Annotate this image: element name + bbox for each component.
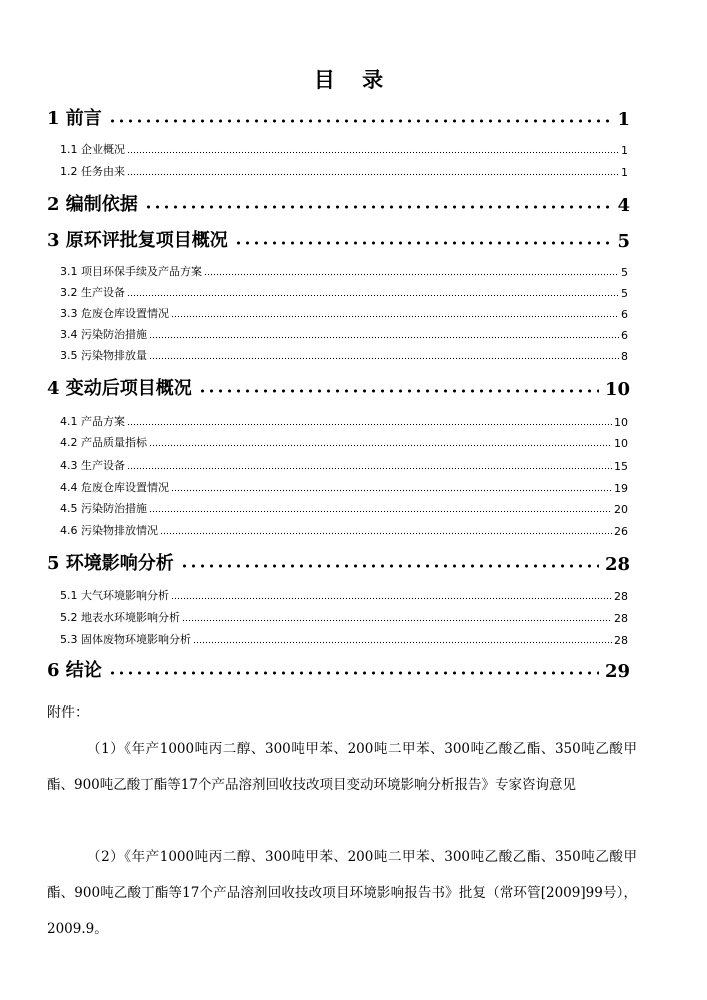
toc-dot-leader [149, 336, 619, 339]
toc-entry-label: 5.2 地表水环境影响分析 [60, 611, 180, 624]
toc-dot-leader [204, 273, 619, 276]
toc-entry-label: 3.1 项目环保手续及产品方案 [60, 265, 202, 278]
toc-entry-page-number: 28 [614, 612, 628, 625]
toc-entry-label: 4.2 产品质量指标 [60, 436, 147, 449]
toc-section-entry[interactable] [60, 521, 628, 538]
toc-entry-page-number: 26 [614, 525, 628, 538]
toc-section-entry[interactable] [60, 586, 628, 603]
toc-dot-leader [149, 444, 612, 447]
toc-section-entry[interactable] [60, 140, 628, 157]
toc-section-entry[interactable] [60, 433, 628, 450]
toc-section-entry[interactable] [60, 262, 628, 279]
toc-entry-page-number: 10 [614, 416, 628, 429]
toc-entry-page-number: 1 [621, 144, 628, 157]
toc-chapter-entry[interactable] [47, 226, 630, 252]
toc-chapter-entry[interactable] [47, 549, 630, 575]
toc-entry-label: 3 原环评批复项目概况 [47, 230, 228, 251]
toc-section-entry[interactable] [60, 630, 628, 647]
toc-entry-label: 3.2 生产设备 [60, 286, 125, 299]
toc-entry-page-number: 1 [621, 166, 628, 179]
toc-entry-label: 4.1 产品方案 [60, 415, 125, 428]
toc-entry-page-number: 4 [617, 195, 630, 216]
toc-dot-leader [171, 597, 612, 600]
toc-entry-label: 1.1 企业概况 [60, 143, 125, 156]
toc-chapter-entry[interactable] [47, 190, 630, 216]
toc-entry-page-number: 28 [614, 634, 628, 647]
toc-dot-leader [127, 423, 612, 426]
toc-section-entry[interactable] [60, 412, 628, 429]
toc-section-entry[interactable] [60, 325, 628, 342]
toc-entry-label: 4 变动后项目概况 [47, 378, 192, 399]
toc-section-entry[interactable] [60, 304, 628, 321]
toc-entry-page-number: 1 [617, 109, 630, 130]
toc-entry-label: 4.5 污染防治措施 [60, 502, 147, 515]
toc-section-entry[interactable] [60, 499, 628, 516]
toc-entry-label: 3.4 污染防治措施 [60, 328, 147, 341]
toc-dot-leader [180, 563, 599, 569]
toc-entry-page-number: 20 [614, 503, 628, 516]
toc-chapter-entry[interactable] [47, 104, 630, 130]
toc-dot-leader [198, 388, 599, 394]
toc-entry-label: 4.3 生产设备 [60, 459, 125, 472]
toc-section-entry[interactable] [60, 162, 628, 179]
toc-entry-page-number: 8 [621, 350, 628, 363]
attachment-item-1: （1）《年产1000吨丙二醇、300吨甲苯、200吨二甲苯、300吨乙酸乙酯、350吨乙酸甲酯、900吨乙酸丁酯等17个产品溶剂回收技改项目变动环境影响分析报告》专家咨询意见 [47, 741, 637, 793]
toc-dot-leader [144, 204, 612, 210]
toc-dot-leader [127, 467, 612, 470]
toc-dot-leader [149, 510, 612, 513]
toc-entry-page-number: 10 [604, 379, 630, 400]
toc-entry-page-number: 10 [614, 437, 628, 450]
toc-entry-page-number: 19 [614, 482, 628, 495]
toc-dot-leader [234, 240, 612, 246]
toc-chapter-entry[interactable] [47, 656, 630, 682]
toc-entry-page-number: 29 [604, 661, 630, 682]
toc-dot-leader [127, 151, 619, 154]
toc-dot-leader [108, 118, 612, 124]
toc-entry-label: 3.3 危废仓库设置情况 [60, 307, 169, 320]
toc-dot-leader [108, 670, 599, 676]
toc-entry-label: 4.6 污染物排放情况 [60, 524, 158, 537]
toc-section-entry[interactable] [60, 346, 628, 363]
toc-entry-label: 1.2 任务由来 [60, 165, 125, 178]
toc-entry-page-number: 28 [604, 554, 630, 575]
toc-entry-label: 5.1 大气环境影响分析 [60, 589, 169, 602]
toc-entry-label: 3.5 污染物排放量 [60, 349, 147, 362]
toc-entry-page-number: 6 [621, 329, 628, 342]
toc-section-entry[interactable] [60, 478, 628, 495]
toc-dot-leader [193, 641, 612, 644]
toc-entry-label: 1 前言 [47, 108, 102, 129]
toc-title: 目 录 [313, 67, 394, 92]
toc-section-entry[interactable] [60, 283, 628, 300]
toc-entry-page-number: 5 [621, 266, 628, 279]
toc-entry-page-number: 15 [614, 460, 628, 473]
toc-entry-label: 4.4 危废仓库设置情况 [60, 481, 169, 494]
toc-dot-leader [171, 489, 612, 492]
toc-dot-leader [160, 532, 612, 535]
toc-chapter-entry[interactable] [47, 374, 630, 400]
toc-dot-leader [182, 619, 612, 622]
toc-entry-page-number: 5 [621, 287, 628, 300]
toc-entry-label: 5 环境影响分析 [47, 553, 174, 574]
toc-dot-leader [149, 357, 619, 360]
attachment-item-2: （2）《年产1000吨丙二醇、300吨甲苯、200吨二甲苯、300吨乙酸乙酯、350吨乙酸甲酯、900吨乙酸丁酯等17个产品溶剂回收技改项目环境影响报告书》批复（常环管[2009]99号），2009.9。 [47, 849, 637, 937]
toc-dot-leader [171, 315, 619, 318]
toc-dot-leader [127, 294, 619, 297]
toc-entry-label: 2 编制依据 [47, 194, 138, 215]
toc-section-entry[interactable] [60, 456, 628, 473]
toc-entry-page-number: 28 [614, 590, 628, 603]
toc-entry-page-number: 6 [621, 308, 628, 321]
toc-entry-label: 5.3 固体废物环境影响分析 [60, 633, 191, 646]
attachments-heading: 附件： [47, 705, 89, 721]
toc-section-entry[interactable] [60, 608, 628, 625]
toc-entry-label: 6 结论 [47, 660, 102, 681]
toc-entry-page-number: 5 [617, 231, 630, 252]
toc-dot-leader [127, 173, 619, 176]
